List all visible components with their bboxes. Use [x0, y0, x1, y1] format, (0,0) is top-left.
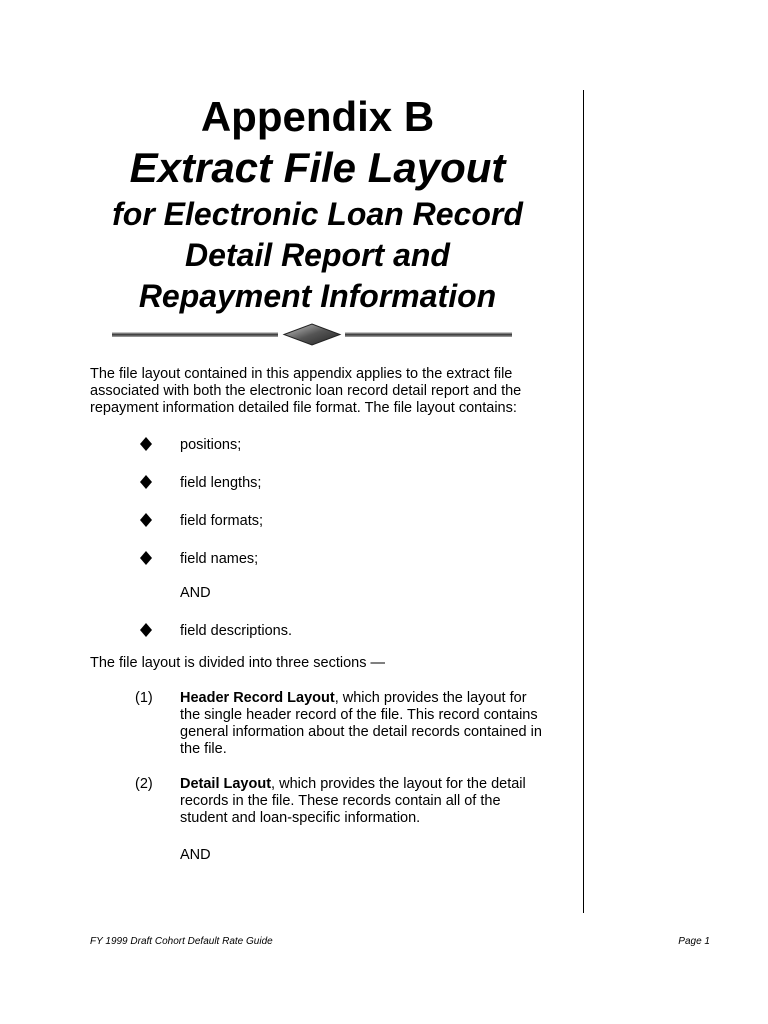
footer-page-number: Page 1 [678, 936, 710, 947]
section-header-record-layout [180, 690, 550, 758]
diamond-bullet-icon [138, 474, 154, 490]
section-title: Header Record Layout [180, 690, 335, 706]
footer-guide-title: FY 1999 Draft Cohort Default Rate Guide [90, 936, 273, 947]
appendix-description [60, 194, 575, 317]
intro-paragraph: The file layout contained in this appendix applies to the extract file associated with both the electronic loan record detail report and the repayment information detailed file format. The file layout contains: [90, 366, 522, 416]
section-number: (2) [135, 776, 153, 792]
and-connector: AND [180, 585, 211, 601]
section-text: , which provides the layout for the detail records in the file. These records contain all of the student and loan-specific information. [180, 776, 526, 826]
section-detail-layout [180, 776, 550, 827]
bullet-field-lengths: field lengths; [180, 475, 262, 491]
and-connector: AND [180, 847, 211, 863]
vertical-rule [583, 90, 584, 913]
diamond-bullet-icon [138, 436, 154, 452]
section-text: , which provides the layout for the single header record of the file. This record contains general information about the detail records contained in the file. [180, 690, 542, 757]
section-title: Detail Layout [180, 776, 272, 792]
bullet-field-descriptions: field descriptions. [180, 623, 293, 639]
section-number: (1) [135, 690, 153, 706]
appendix-description-line-3: Repayment Information [138, 278, 497, 314]
bullet-field-formats: field formats; [180, 513, 263, 529]
appendix-description-line-2: Detail Report and [185, 237, 450, 273]
appendix-description-line-1: for Electronic Loan Record [112, 196, 523, 232]
sections-intro: The file layout is divided into three sections — [90, 655, 385, 671]
bullet-field-names: field names; [180, 551, 259, 567]
appendix-title: Appendix B [200, 93, 435, 140]
bullet-positions: positions; [180, 437, 242, 453]
title-divider-ornament [112, 321, 512, 349]
diamond-bullet-icon [138, 512, 154, 528]
appendix-subtitle: Extract File Layout [129, 144, 506, 191]
diamond-bullet-icon [138, 550, 154, 566]
diamond-bullet-icon [138, 622, 154, 638]
